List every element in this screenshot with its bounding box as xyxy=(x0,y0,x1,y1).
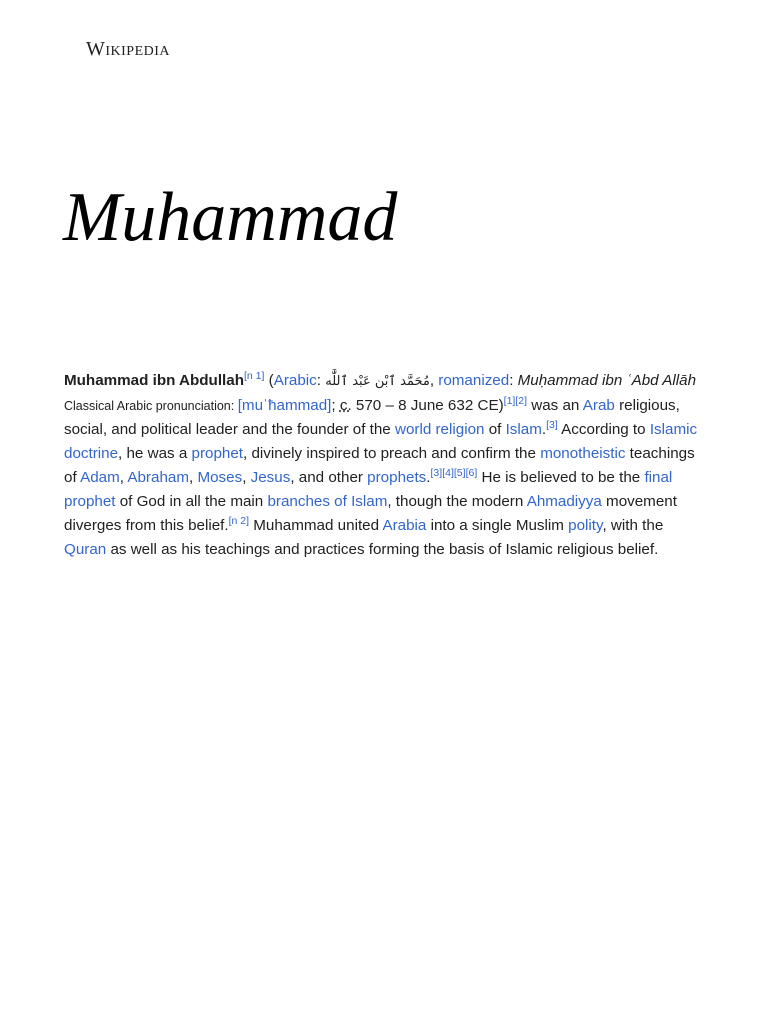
page-title: Muhammad xyxy=(63,179,398,256)
quran-link[interactable]: Quran xyxy=(64,541,107,558)
romanized-link[interactable]: romanized xyxy=(438,372,510,389)
arabic-name-text: مُحَمَّد ٱبْن عَبْد ٱللَّٰه xyxy=(325,374,430,389)
islamic-doctrine-link[interactable]: Islamic doctrine xyxy=(64,421,698,462)
text-span: , with the xyxy=(602,517,664,534)
text-span: , xyxy=(189,469,198,486)
lead-paragraph xyxy=(64,369,708,562)
footnote-link-n1[interactable]: [n 1] xyxy=(244,370,265,382)
polity-link[interactable]: polity xyxy=(568,517,603,534)
footnote-link-3[interactable]: [3] xyxy=(546,419,558,431)
text-span: . xyxy=(541,421,547,438)
islam-link[interactable]: Islam xyxy=(505,421,542,438)
jesus-link[interactable]: Jesus xyxy=(250,469,291,486)
text-span: teachings of xyxy=(64,445,695,486)
branches-of-islam-link[interactable]: branches of Islam xyxy=(267,493,388,510)
text-span: He is believed to be the xyxy=(477,469,645,486)
text-span: , xyxy=(119,469,128,486)
prophets-link[interactable]: prophets xyxy=(367,469,427,486)
text-span: was an xyxy=(527,397,583,414)
pronunciation-label: Classical Arabic pronunciation: xyxy=(64,399,238,413)
ahmadiyya-link[interactable]: Ahmadiyya xyxy=(526,493,602,510)
arabia-link[interactable]: Arabia xyxy=(382,517,427,534)
text-span: , though the modern xyxy=(387,493,527,510)
footnote-link-n2[interactable]: [n 2] xyxy=(228,515,250,527)
arab-link[interactable]: Arab xyxy=(582,397,615,414)
footnote-link-4[interactable]: [4] xyxy=(442,467,454,479)
adam-link[interactable]: Adam xyxy=(80,469,120,486)
romanized-name-text: Muḥammad ibn ʿAbd Allāh xyxy=(517,372,697,389)
footnote-link-6[interactable]: [6] xyxy=(465,467,478,479)
text-span: as well as his teachings and practices forming the basis of Islamic religious belief. xyxy=(106,541,659,558)
text-span: , xyxy=(242,469,251,486)
text-span: , xyxy=(429,372,439,389)
text-span: ; xyxy=(331,397,340,414)
monotheistic-link[interactable]: monotheistic xyxy=(540,445,626,462)
text-span: into a single Muslim xyxy=(426,517,569,534)
life-dates: 570 – 8 June 632 CE) xyxy=(351,397,504,414)
circa-abbreviation[interactable]: c. xyxy=(339,397,352,414)
wikipedia-logo[interactable]: Wikipedia xyxy=(86,38,171,60)
text-span: Muhammad united xyxy=(249,517,383,534)
text-span: : xyxy=(509,372,518,389)
prophet-link[interactable]: prophet xyxy=(191,445,244,462)
footnote-link-1[interactable]: [1] xyxy=(503,395,516,407)
subject-name: Muhammad ibn Abdullah xyxy=(64,372,244,389)
text-span: of God in all the main xyxy=(115,493,268,510)
moses-link[interactable]: Moses xyxy=(197,469,243,486)
text-span: ( xyxy=(264,372,274,389)
footnote-link-3b[interactable]: [3] xyxy=(430,467,443,479)
text-span: , and other xyxy=(290,469,368,486)
abraham-link[interactable]: Abraham xyxy=(127,469,189,486)
text-span: religious, social, and political leader and the founder of the xyxy=(64,397,680,438)
text-span: of xyxy=(484,421,506,438)
text-span: : xyxy=(316,372,326,389)
text-span: . xyxy=(426,469,431,486)
arabic-language-link[interactable]: Arabic xyxy=(273,372,317,389)
footnote-link-5[interactable]: [5] xyxy=(453,467,466,479)
text-span: , divinely inspired to preach and confirm the xyxy=(243,445,541,462)
text-span: , he was a xyxy=(118,445,192,462)
text-span: According to xyxy=(557,421,650,438)
footnote-link-2[interactable]: [2] xyxy=(515,395,528,407)
ipa-pronunciation-link[interactable]: [muˈħammad] xyxy=(237,397,332,414)
text-span: movement diverges from this belief. xyxy=(64,493,677,534)
final-prophet-link[interactable]: final prophet xyxy=(64,469,673,510)
world-religion-link[interactable]: world religion xyxy=(394,421,485,438)
